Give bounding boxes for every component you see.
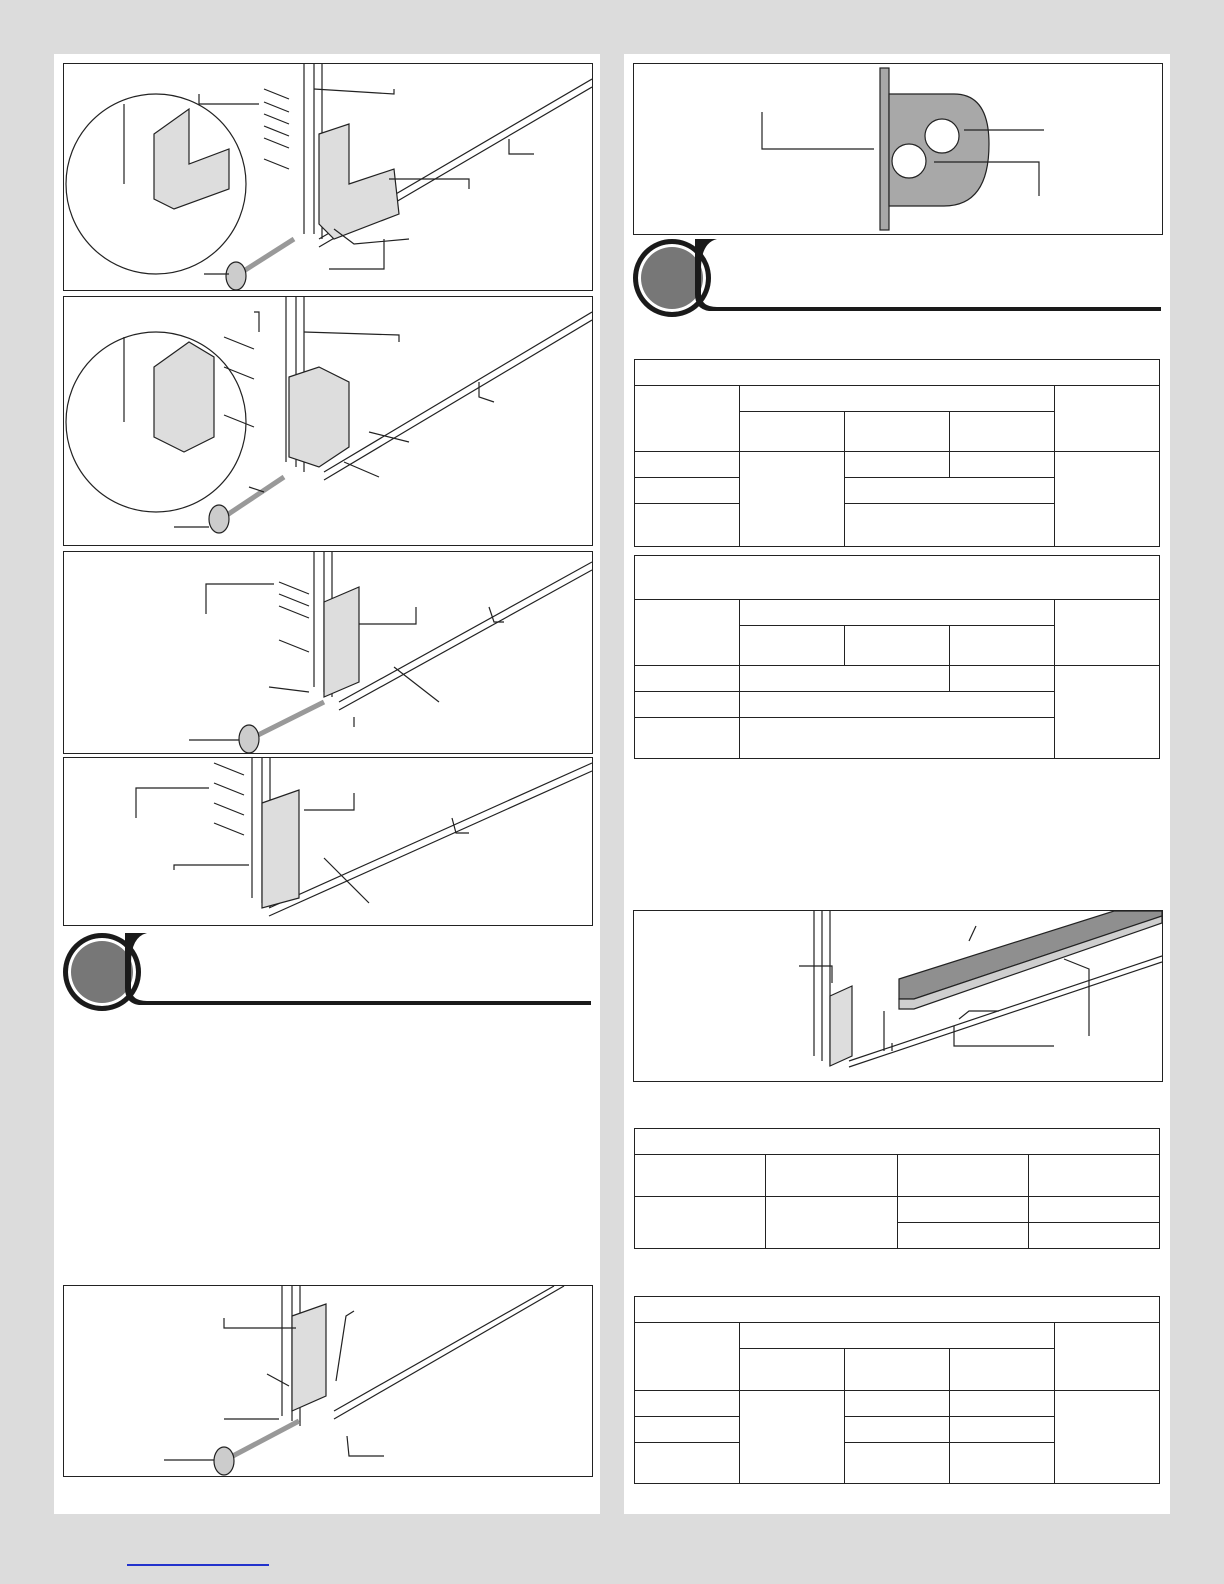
table-header-cell — [845, 412, 950, 452]
fig-bottom-bracket-a — [63, 63, 593, 291]
table-cell — [1055, 1391, 1160, 1484]
table-header-cell — [740, 1349, 845, 1391]
table-cell — [845, 1391, 950, 1417]
table-cell — [766, 1197, 897, 1249]
table-cell — [635, 666, 740, 692]
table-header-cell — [950, 626, 1055, 666]
table-cell — [950, 666, 1055, 692]
table-cell — [1028, 1223, 1159, 1249]
table-cell — [635, 692, 740, 718]
step-header-bar — [695, 239, 1161, 311]
table-cell — [740, 1391, 845, 1484]
table-cell — [845, 452, 950, 478]
table-cell — [635, 1443, 740, 1484]
table-cell — [845, 504, 1055, 547]
table-cell — [635, 1197, 766, 1249]
table-cell — [635, 452, 740, 478]
fig-bottom-bracket-c — [63, 551, 593, 754]
table-cell — [897, 1197, 1028, 1223]
table-cell — [635, 718, 740, 759]
table-header-cell — [845, 626, 950, 666]
table-header-cell — [740, 600, 1055, 626]
fig-bottom-bracket-e — [63, 1285, 593, 1477]
table-2 — [634, 555, 1160, 759]
table-header-cell — [740, 1323, 1055, 1349]
table-3 — [634, 1128, 1160, 1249]
table-header-cell — [635, 1155, 766, 1197]
table-4 — [634, 1296, 1160, 1484]
table-cell — [897, 1223, 1028, 1249]
table-cell — [635, 504, 740, 547]
table-header-cell — [950, 1349, 1055, 1391]
fig-strut-bracket — [633, 63, 1163, 235]
table-header-cell — [766, 1155, 897, 1197]
table-cell — [635, 478, 740, 504]
table-title — [635, 1297, 1160, 1323]
step-marker-right — [633, 239, 1161, 317]
table-cell — [635, 1417, 740, 1443]
table-cell — [950, 1417, 1055, 1443]
table-header-cell — [1055, 600, 1160, 666]
table-header-cell — [1055, 1323, 1160, 1391]
table-header-cell — [950, 412, 1055, 452]
table-cell — [1055, 452, 1160, 547]
table-header-cell — [740, 386, 1055, 412]
table-cell — [1028, 1197, 1159, 1223]
fig-strut-placement — [633, 910, 1163, 1082]
table-cell — [740, 452, 845, 547]
table-header-cell — [635, 1323, 740, 1391]
table-cell — [950, 1391, 1055, 1417]
table-header-cell — [740, 626, 845, 666]
table-header-cell — [635, 600, 740, 666]
table-cell — [740, 692, 1055, 718]
table-cell — [950, 452, 1055, 478]
table-title — [635, 360, 1160, 386]
table-cell — [740, 718, 1055, 759]
fig-bottom-bracket-b — [63, 296, 593, 546]
table-cell — [740, 666, 950, 692]
table-1 — [634, 359, 1160, 547]
table-header-cell — [1055, 386, 1160, 452]
table-cell — [635, 1391, 740, 1417]
table-cell — [845, 478, 1055, 504]
table-cell — [950, 1443, 1055, 1484]
fig-bottom-bracket-d — [63, 757, 593, 926]
table-title — [635, 1129, 1160, 1155]
footer-link[interactable] — [127, 1564, 269, 1566]
step-header-bar — [125, 933, 591, 1005]
table-header-cell — [845, 1349, 950, 1391]
table-cell — [1055, 666, 1160, 759]
table-cell — [845, 1417, 950, 1443]
table-header-cell — [897, 1155, 1028, 1197]
table-header-cell — [740, 412, 845, 452]
table-cell — [845, 1443, 950, 1484]
table-header-cell — [1028, 1155, 1159, 1197]
table-header-cell — [635, 386, 740, 452]
table-title — [635, 556, 1160, 600]
step-marker-left — [63, 933, 591, 1011]
